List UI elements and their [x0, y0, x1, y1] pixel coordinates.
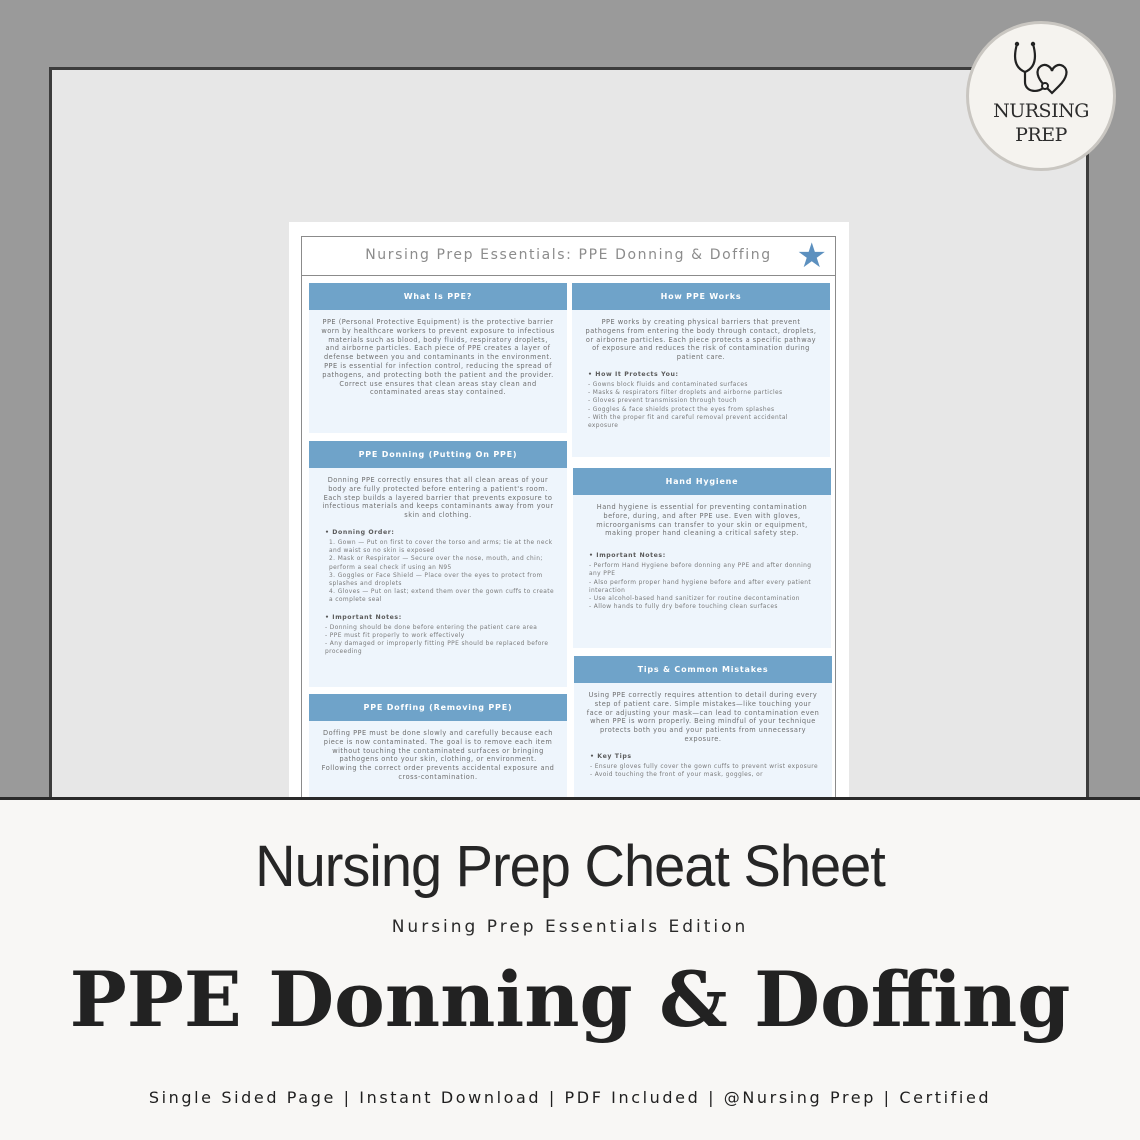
list-item: 1. Gown — Put on first to cover the torso and arms; tie at the neck and waist so no skin is exposed	[329, 539, 553, 555]
product-banner	[0, 797, 1140, 1140]
section-heading: What Is PPE?	[309, 283, 567, 310]
section-donning	[309, 441, 567, 687]
list-item: 3. Goggles or Face Shield — Place over the eyes to protect from splashes and droplets	[329, 572, 543, 587]
list-item: - With the proper fit and careful removal prevent accidental exposure	[588, 414, 788, 429]
section-text: Doffing PPE must be done slowly and carefully because each piece is now contaminated. The goal is to remove each item without touching the contaminated surfaces or bringing pathogens onto your skin, clothing, or environment. Following the correct order prevents accidental exposure and cross-contamination.	[321, 729, 555, 781]
section-how-ppe-works	[572, 283, 830, 457]
banner-main-heading: PPE Donning & Doffing	[69, 955, 1071, 1044]
cheat-sheet-preview	[289, 222, 849, 800]
section-heading: Tips & Common Mistakes	[574, 656, 832, 683]
section-tips	[574, 656, 832, 800]
logo-line2: PREP	[1015, 124, 1067, 146]
list-item: 2. Mask or Respirator — Secure over the nose, mouth, and chin; perform a seal check if using an N95	[329, 556, 543, 571]
list-item: - Gloves prevent transmission through touch	[588, 398, 737, 405]
section-heading: Hand Hygiene	[573, 468, 831, 495]
section-text: PPE (Personal Protective Equipment) is the protective barrier worn by healthcare workers to prevent exposure to infectious materials such as blood, body fluids, respiratory droplets, and airborne particles. Each piece of PPE creates a layer of defense between you and contaminants in the environment. PPE is essential for infection control, reducing the spread of pathogens, and protecting both the patient and the provider. Correct use ensures that clean areas stay clean and contaminated areas stay contained.	[321, 318, 555, 397]
logo-line1: NURSING	[993, 100, 1089, 122]
section-text: Using PPE correctly requires attention to detail during every step of patient care. Simple mistakes—like touching your face or adjusting your mask—can lead to contamination even when PPE is worn properly. Being mindful of your technique protects both you and your patients from unnecessary exposure.	[586, 691, 820, 743]
list-item: - Gowns block fluids and contaminated surfaces	[588, 381, 748, 388]
list-item: - Ensure gloves fully cover the gown cuffs to prevent wrist exposure	[590, 763, 818, 770]
section-what-is-ppe	[309, 283, 567, 433]
section-text: PPE works by creating physical barriers that prevent pathogens from entering the body through contact, droplets, or airborne particles. Each piece protects a specific pathway of exposure and reduces the risk of contamination during patient care.	[585, 318, 817, 362]
key-tips-label: • Key Tips	[590, 752, 632, 760]
banner-footer: Single Sided Page | Instant Download | PDF Included | @Nursing Prep | Certified	[148, 1088, 992, 1107]
list-item: - Allow hands to fully dry before touching clean surfaces	[589, 604, 778, 611]
list-item: 4. Gloves — Put on last; extend them over the gown cuffs to create a complete seal	[329, 589, 554, 604]
list-item: - PPE must fit properly to work effectively	[325, 632, 465, 639]
banner-edition: Nursing Prep Essentials Edition	[391, 917, 749, 937]
section-text: Donning PPE correctly ensures that all clean areas of your body are fully protected before entering a patient's room. Each step builds a layered barrier that prevents exposure to infectious materials and keeps contaminants away from your skin and clothing.	[322, 476, 554, 520]
list-item: - Masks & respirators filter droplets and airborne particles	[588, 390, 783, 397]
list-item: - Donning should be done before entering the patient care area	[325, 624, 538, 631]
list-item: - Use alcohol-based hand sanitizer for routine decontamination	[589, 596, 800, 602]
list-item: - Also perform proper hand hygiene before and after every patient interaction	[589, 579, 812, 594]
section-heading: How PPE Works	[572, 283, 830, 310]
list-item: - Goggles & face shields protect the eyes from splashes	[588, 406, 775, 413]
banner-title: Nursing Prep Cheat Sheet	[255, 832, 885, 899]
donning-notes-label: • Important Notes:	[325, 613, 402, 621]
list-item: - Any damaged or improperly fitting PPE should be replaced before proceeding	[325, 641, 549, 656]
sheet-title-box	[301, 236, 836, 276]
section-text: Hand hygiene is essential for preventing contamination before, during, and after PPE use. Even with gloves, microorganisms can transfer to your skin or equipment, making proper hand cleaning a critical safety step.	[596, 503, 808, 538]
stethoscope-heart-icon	[1009, 38, 1079, 100]
donning-order-label: • Donning Order:	[325, 528, 395, 536]
list-item: - Avoid touching the front of your mask, goggles, or	[590, 771, 764, 778]
section-doffing	[309, 694, 567, 800]
sheet-body	[301, 275, 836, 800]
protects-label: • How It Protects You:	[588, 370, 679, 378]
list-item: - Perform Hand Hygiene before donning any PPE and after donning any PPE	[589, 563, 812, 578]
sheet-title: Nursing Prep Essentials: PPE Donning & Doffing	[365, 247, 772, 263]
hygiene-notes-label: • Important Notes:	[589, 552, 666, 560]
star-icon: ★	[796, 236, 827, 276]
nursing-prep-logo	[966, 21, 1116, 171]
section-hand-hygiene	[573, 468, 831, 648]
section-heading: PPE Doffing (Removing PPE)	[309, 694, 567, 721]
section-heading: PPE Donning (Putting On PPE)	[309, 441, 567, 468]
